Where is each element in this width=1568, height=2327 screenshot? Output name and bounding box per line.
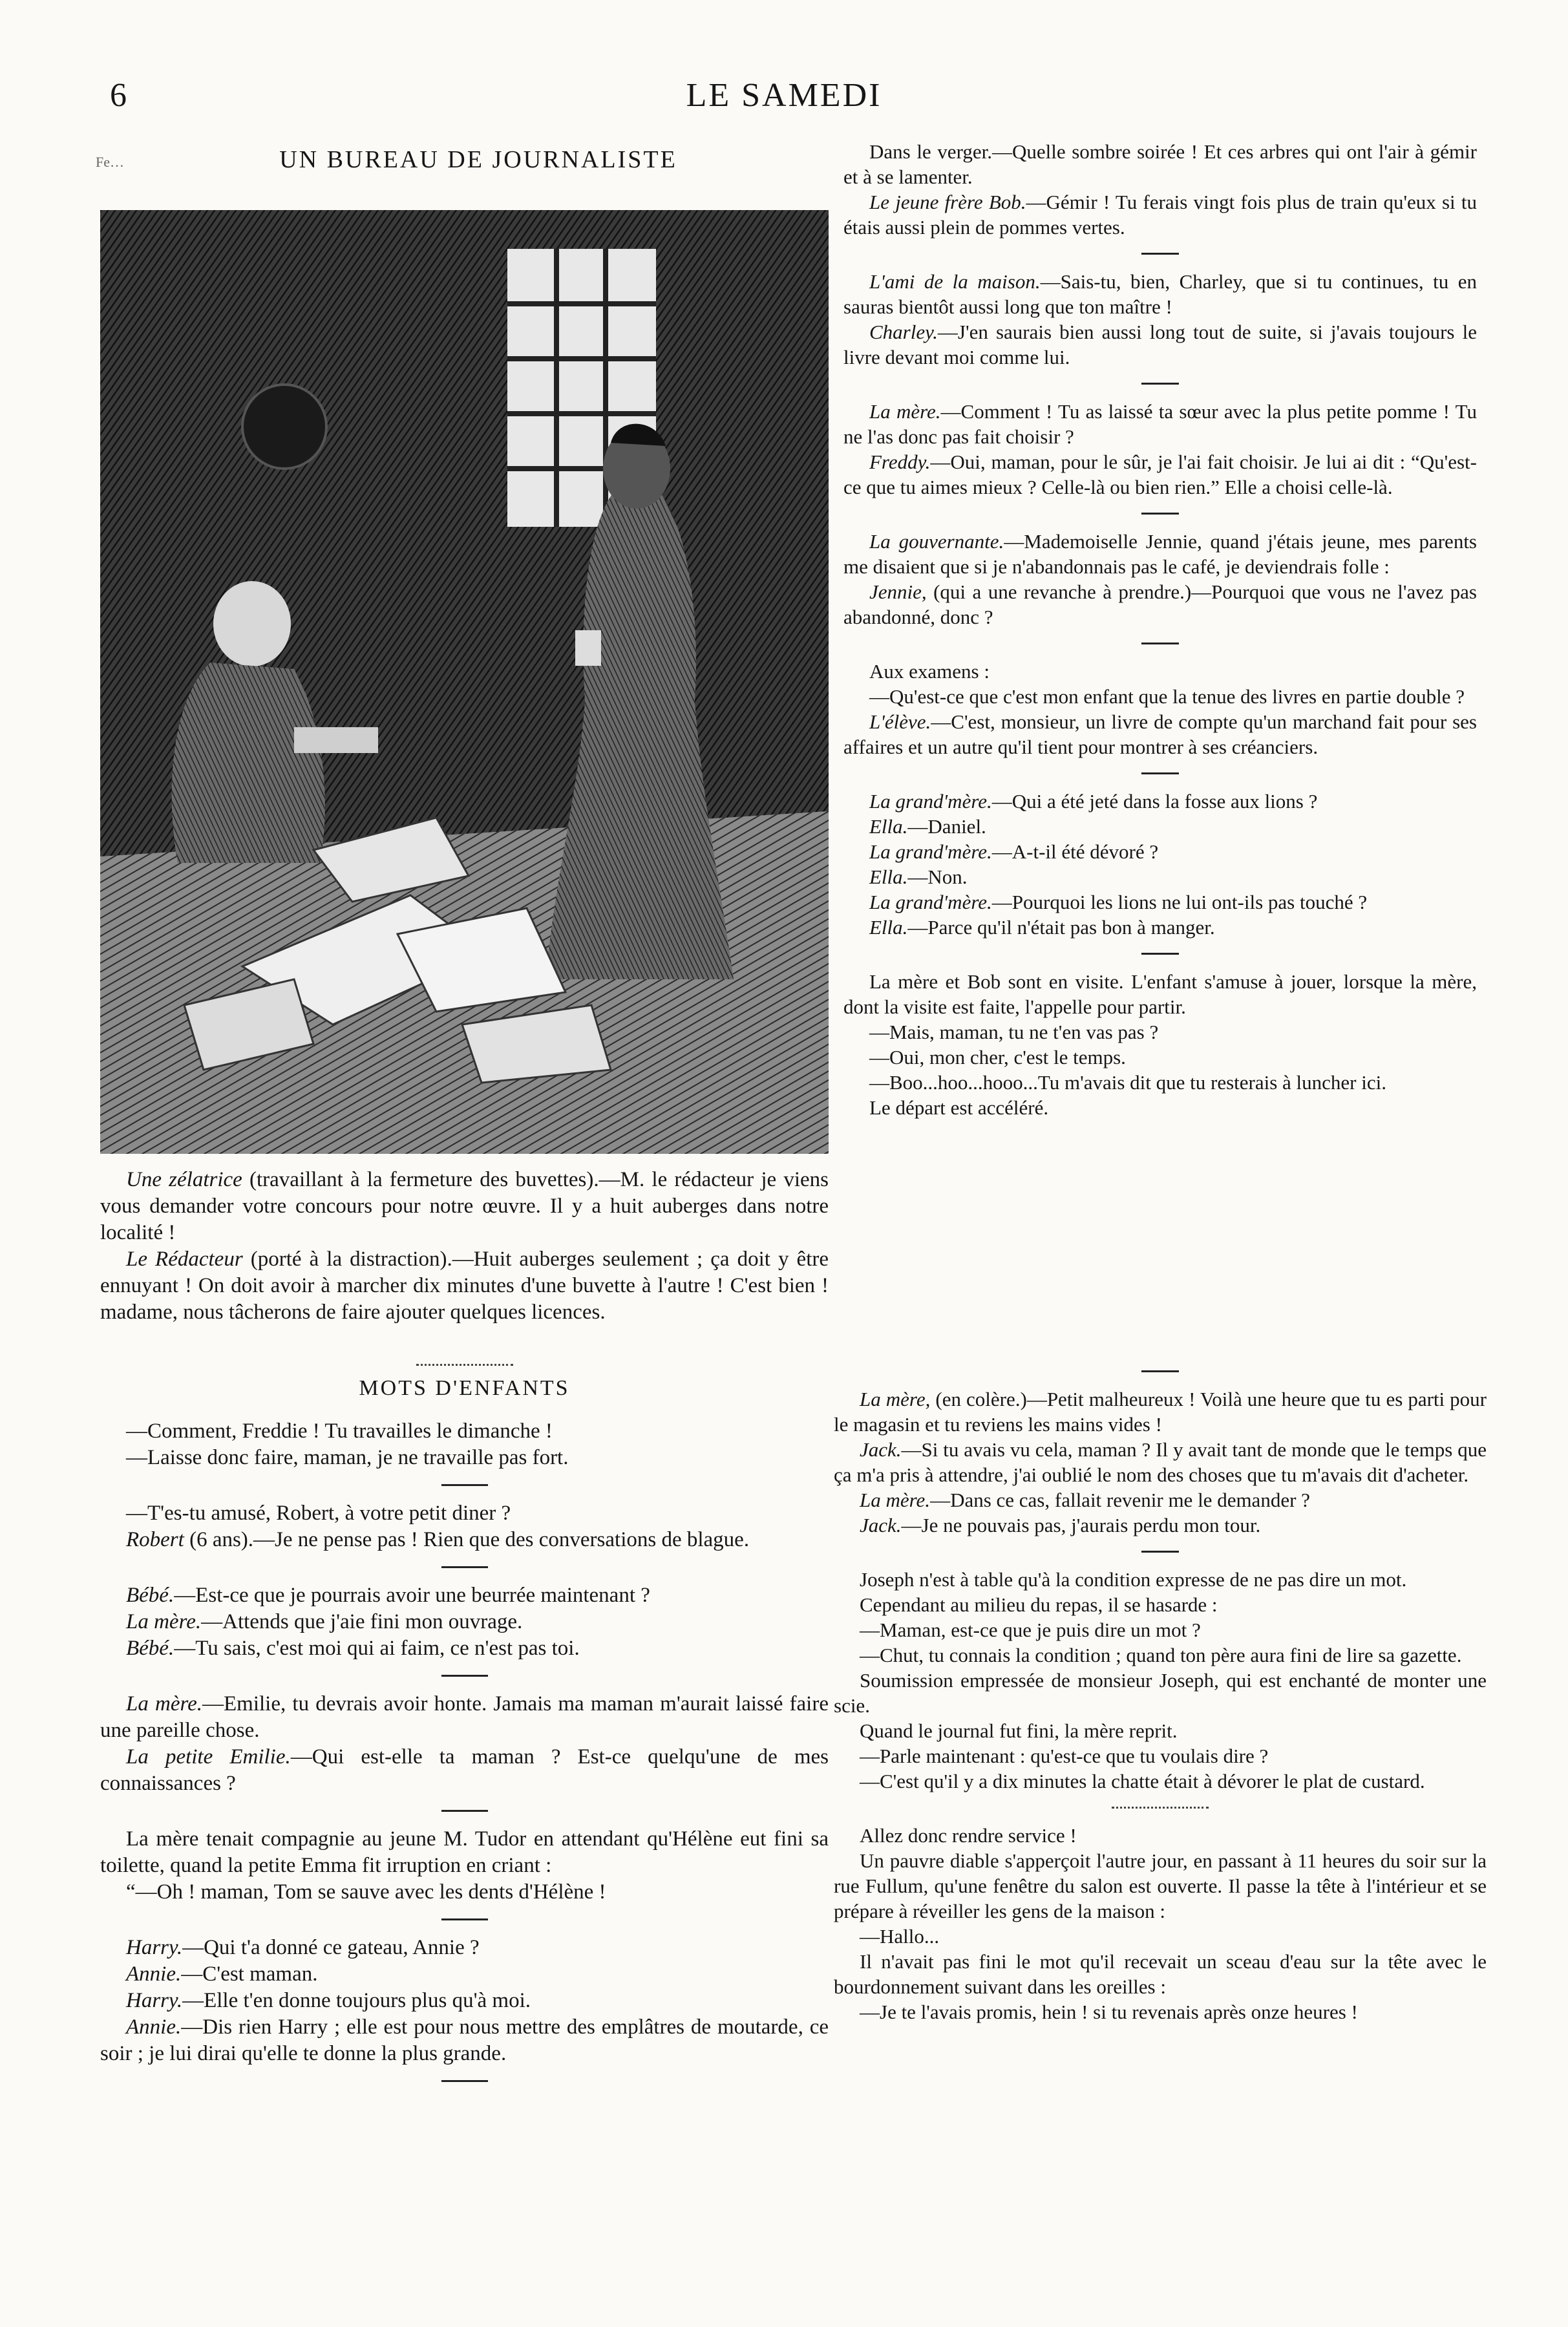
anecdote-line: —Sais-tu, bien, Charley, que si tu continues, tu en sauras bientôt aussi long que ton maître ! bbox=[843, 270, 1477, 318]
speaker: Harry. bbox=[126, 1989, 183, 2012]
anecdote-line: —Laisse donc faire, maman, je ne travaille pas fort. bbox=[126, 1446, 569, 1469]
separator-rule bbox=[1141, 1370, 1179, 1372]
anecdote-line: —Maman, est-ce que je puis dire un mot ? bbox=[860, 1619, 1201, 1641]
separator-rule bbox=[441, 1810, 488, 1812]
anecdote-line: —Attends que j'aie fini mon ouvrage. bbox=[201, 1610, 523, 1633]
anecdote-line: (en colère.)—Petit malheureux ! Voilà une heure que tu es parti pour le magasin et tu reviens les mains vides ! bbox=[834, 1388, 1487, 1436]
right-column bbox=[843, 139, 1477, 1120]
speaker: La grand'mère. bbox=[869, 840, 992, 863]
speaker: Ella. bbox=[869, 916, 908, 939]
caption-speaker-1: Une zélatrice bbox=[126, 1168, 242, 1191]
anecdote-line: —Boo...hoo...hooo...Tu m'avais dit que tu resterais à luncher ici. bbox=[869, 1071, 1386, 1094]
speaker: L'ami de la maison. bbox=[869, 270, 1041, 293]
running-head: LE SAMEDI bbox=[686, 77, 882, 114]
smudged-mark: Fe… bbox=[96, 154, 124, 170]
anecdote-line: Dans le verger.—Quelle sombre soirée ! Et ces arbres qui ont l'air à gémir et à se lamenter. bbox=[843, 140, 1477, 188]
anecdote-line: —C'est, monsieur, un livre de compte qu'un marchand fait pour ses affaires et un autre qu'il tient pour montrer à ses créanciers. bbox=[843, 710, 1477, 758]
speaker: La mère, bbox=[860, 1388, 931, 1410]
anecdote-line: —Est-ce que je pourrais avoir une beurrée maintenant ? bbox=[174, 1584, 650, 1607]
anecdote-line: —Parle maintenant : qu'est-ce que tu voulais dire ? bbox=[860, 1745, 1269, 1767]
separator-rule bbox=[1141, 953, 1179, 955]
speaker: La grand'mère. bbox=[869, 891, 992, 913]
anecdote-line: —Oui, mon cher, c'est le temps. bbox=[869, 1046, 1126, 1068]
separator-rule bbox=[1141, 253, 1179, 255]
speaker: Jack. bbox=[860, 1514, 902, 1536]
speaker: Charley. bbox=[869, 321, 938, 343]
speaker: Ella. bbox=[869, 866, 908, 888]
separator-rule bbox=[1141, 643, 1179, 644]
anecdote-line: Joseph n'est à table qu'à la condition expresse de ne pas dire un mot. bbox=[860, 1568, 1407, 1591]
speaker: Ella. bbox=[869, 815, 908, 838]
anecdote-line: —Hallo... bbox=[860, 1925, 940, 1948]
anecdote-line: —C'est maman. bbox=[181, 1962, 318, 1986]
dotted-rule bbox=[416, 1364, 513, 1366]
separator-rule bbox=[441, 1566, 488, 1568]
anecdote-line: —Comment ! Tu as laissé ta sœur avec la plus petite pomme ! Tu ne l'as donc pas fait choisir ? bbox=[843, 400, 1477, 448]
anecdote-line: —Je te l'avais promis, hein ! si tu revenais après onze heures ! bbox=[860, 2001, 1358, 2023]
speaker: Annie. bbox=[126, 2015, 182, 2039]
speaker: Jennie, bbox=[869, 580, 927, 603]
caption-text-2: (porté à la distraction).—Huit auberges seulement ; ça doit y être ennuyant ! On doit avoir à marcher dix minutes d'une buvette à l'autre ! C'est bien ! madame, nous tâcherons de faire ajouter quelques licences. bbox=[100, 1248, 829, 1324]
section-title: MOTS D'ENFANTS bbox=[359, 1376, 570, 1400]
anecdote-line: —Qui a été jeté dans la fosse aux lions ? bbox=[991, 790, 1318, 813]
anecdote-line: “—Oh ! maman, Tom se sauve avec les dents d'Hélène ! bbox=[126, 1880, 606, 1904]
speaker: Le jeune frère Bob. bbox=[869, 191, 1026, 213]
speaker: La grand'mère. bbox=[869, 790, 992, 813]
separator-rule bbox=[441, 1918, 488, 1920]
separator-rule bbox=[1141, 772, 1179, 774]
anecdote-line: —Gémir ! Tu ferais vingt fois plus de train qu'eux si tu étais aussi plein de pommes vertes. bbox=[843, 191, 1477, 239]
caption-text-1: (travaillant à la fermeture des buvettes).—M. le rédacteur je viens vous demander votre concours pour notre œuvre. Il y a huit auberges dans notre localité ! bbox=[100, 1168, 829, 1244]
speaker: Bébé. bbox=[126, 1637, 175, 1660]
anecdote-line: —Qui est-elle ta maman ? Est-ce quelqu'une de mes connaissances ? bbox=[100, 1745, 829, 1795]
anecdote-line: —T'es-tu amusé, Robert, à votre petit diner ? bbox=[126, 1502, 511, 1525]
anecdote-line: —Comment, Freddie ! Tu travailles le dimanche ! bbox=[126, 1419, 553, 1443]
engraving-illustration bbox=[100, 210, 829, 1154]
anecdote-line: —Qui t'a donné ce gateau, Annie ? bbox=[182, 1936, 480, 1959]
anecdote-line: —Dans ce cas, fallait revenir me le demander ? bbox=[930, 1489, 1310, 1511]
anecdote-line: —Daniel. bbox=[907, 815, 986, 838]
anecdote-line: —C'est qu'il y a dix minutes la chatte était à dévorer le plat de custard. bbox=[860, 1770, 1425, 1792]
anecdote-line: —J'en saurais bien aussi long tout de suite, si j'avais toujours le livre devant moi comme lui. bbox=[843, 321, 1477, 368]
lower-right-column bbox=[834, 1370, 1487, 2024]
anecdote-line: (6 ans).—Je ne pense pas ! Rien que des conversations de blague. bbox=[189, 1528, 750, 1551]
separator-rule bbox=[1141, 1551, 1179, 1553]
anecdote-line: —Je ne pouvais pas, j'aurais perdu mon tour. bbox=[901, 1514, 1261, 1536]
anecdote-line: Soumission empressée de monsieur Joseph, qui est enchanté de monter une scie. bbox=[834, 1669, 1487, 1717]
speaker: La mère. bbox=[126, 1610, 202, 1633]
anecdote-line: —Oui, maman, pour le sûr, je l'ai fait choisir. Je lui ai dit : “Qu'est-ce que tu aimes mieux ? Celle-là ou bien rien.” Elle a choisi celle-là. bbox=[843, 451, 1477, 498]
anecdote-line: —Mais, maman, tu ne t'en vas pas ? bbox=[869, 1021, 1159, 1043]
anecdote-line: —Chut, tu connais la condition ; quand ton père aura fini de lire sa gazette. bbox=[860, 1644, 1462, 1666]
speaker: La mère. bbox=[126, 1692, 203, 1716]
anecdote-line: —Parce qu'il n'était pas bon à manger. bbox=[907, 916, 1215, 939]
anecdote-line: Allez donc rendre service ! bbox=[860, 1824, 1077, 1847]
separator-rule bbox=[1141, 513, 1179, 515]
anecdote-line: —Pourquoi les lions ne lui ont-ils pas touché ? bbox=[991, 891, 1368, 913]
anecdote-line: La mère tenait compagnie au jeune M. Tudor en attendant qu'Hélène eut fini sa toilette, quand la petite Emma fit irruption en criant : bbox=[100, 1827, 829, 1877]
anecdote-line: —Tu sais, c'est moi qui ai faim, ce n'est pas toi. bbox=[174, 1637, 580, 1660]
anecdote-line: Un pauvre diable s'apperçoit l'autre jour, en passant à 11 heures du soir sur la rue Fullum, qu'une fenêtre du salon est ouverte. Il passe la tête à l'intérieur et se prépare à réveiller les gens de la maison : bbox=[834, 1849, 1487, 1922]
anecdote-line: —Si tu avais vu cela, maman ? Il y avait tant de monde que le temps que ça m'a pris à attendre, j'ai oublié le nom des choses que tu m'avais dit d'acheter. bbox=[834, 1438, 1487, 1486]
anecdote-line: Le départ est accéléré. bbox=[869, 1096, 1049, 1119]
speaker: Annie. bbox=[126, 1962, 182, 1986]
speaker: Harry. bbox=[126, 1936, 183, 1959]
speaker: La mère. bbox=[869, 400, 941, 423]
anecdote-line: Quand le journal fut fini, la mère reprit. bbox=[860, 1719, 1178, 1742]
speaker: La mère. bbox=[860, 1489, 931, 1511]
anecdote-line: (qui a une revanche à prendre.)—Pourquoi que vous ne l'avez pas abandonné, donc ? bbox=[843, 580, 1477, 628]
page-number: 6 bbox=[110, 77, 127, 114]
separator-rule bbox=[441, 1484, 488, 1486]
separator-rule bbox=[441, 2080, 488, 2082]
speaker: Freddy. bbox=[869, 451, 931, 473]
illustration-caption bbox=[100, 1167, 829, 1326]
speaker: Jack. bbox=[860, 1438, 902, 1461]
article-title: UN BUREAU DE JOURNALISTE bbox=[279, 146, 677, 173]
speaker: Robert bbox=[126, 1528, 184, 1551]
anecdote-line: —Emilie, tu devrais avoir honte. Jamais ma maman m'aurait laissé faire une pareille chose. bbox=[100, 1692, 829, 1742]
anecdote-line: —Qu'est-ce que c'est mon enfant que la tenue des livres en partie double ? bbox=[869, 685, 1465, 708]
anecdote-line: La mère et Bob sont en visite. L'enfant s'amuse à jouer, lorsque la mère, dont la visite est faite, l'appelle pour partir. bbox=[843, 970, 1477, 1018]
anecdote-line: —Elle t'en donne toujours plus qu'à moi. bbox=[182, 1989, 531, 2012]
anecdote-line: —Mademoiselle Jennie, quand j'étais jeune, mes parents me disaient que si je n'abandonnais pas le café, je deviendrais folle : bbox=[843, 530, 1477, 578]
speaker: La gouvernante. bbox=[869, 530, 1004, 553]
anecdote-line: Il n'avait pas fini le mot qu'il recevait un sceau d'eau sur la tête avec le bourdonnement suivant dans les oreilles : bbox=[834, 1950, 1487, 1998]
speaker: L'élève. bbox=[869, 710, 931, 733]
dotted-rule bbox=[1112, 1807, 1209, 1809]
anecdote-line: —A-t-il été dévoré ? bbox=[991, 840, 1159, 863]
separator-rule bbox=[1141, 383, 1179, 385]
anecdote-line: —Non. bbox=[907, 866, 968, 888]
separator-rule bbox=[441, 1675, 488, 1677]
speaker: Bébé. bbox=[126, 1584, 175, 1607]
anecdote-line: Cependant au milieu du repas, il se hasarde : bbox=[860, 1593, 1218, 1616]
caption-speaker-2: Le Rédacteur bbox=[126, 1248, 243, 1271]
anecdote-line: —Dis rien Harry ; elle est pour nous mettre des emplâtres de moutarde, ce soir ; je lui dirai qu'elle te donne la plus grande. bbox=[100, 2015, 829, 2065]
speaker: La petite Emilie. bbox=[126, 1745, 291, 1769]
anecdote-line: Aux examens : bbox=[869, 660, 990, 683]
left-column bbox=[100, 1364, 829, 2096]
